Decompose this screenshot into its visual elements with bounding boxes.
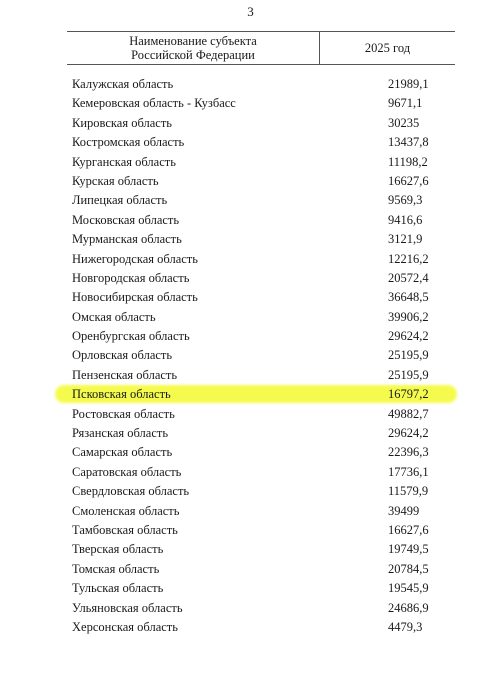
table-row <box>0 250 501 269</box>
region-name: Псковская область <box>72 387 171 402</box>
table-row <box>0 75 501 94</box>
region-name: Тамбовская область <box>72 522 178 537</box>
table-row <box>0 482 501 501</box>
region-name: Кемеровская область - Кузбасс <box>72 96 236 111</box>
region-name: Новосибирская область <box>72 290 198 305</box>
table-row <box>0 327 501 346</box>
region-value: 19749,5 <box>388 542 429 557</box>
region-name: Новгородская область <box>72 270 190 285</box>
region-name: Ульяновская область <box>72 600 183 615</box>
table-row <box>0 172 501 191</box>
region-name: Нижегородская область <box>72 251 198 266</box>
table-row <box>0 366 501 385</box>
region-name: Калужская область <box>72 77 174 91</box>
region-name: Рязанская область <box>72 426 169 441</box>
region-value: 17736,1 <box>388 464 429 479</box>
region-value: 13437,8 <box>388 135 429 150</box>
table-row <box>0 405 501 424</box>
region-name: Тульская область <box>72 581 164 596</box>
region-name: Оренбургская область <box>72 329 190 344</box>
region-name: Липецкая область <box>72 193 168 208</box>
region-value: 16797,2 <box>388 387 429 402</box>
region-value: 16627,6 <box>388 522 429 537</box>
table-row <box>0 502 501 521</box>
table-row <box>0 599 501 618</box>
page-number: 3 <box>247 4 254 19</box>
table-row <box>0 269 501 288</box>
table-row <box>0 463 501 482</box>
table-row <box>0 424 501 443</box>
region-value: 11198,2 <box>388 154 428 169</box>
year-column-header: 2025 год <box>364 41 411 55</box>
region-name: Саратовская область <box>72 464 182 479</box>
region-value: 16627,6 <box>388 173 429 188</box>
region-column-header <box>67 34 319 62</box>
region-value: 11579,9 <box>388 484 429 499</box>
table-row <box>0 153 501 172</box>
region-value: 36648,5 <box>388 290 429 305</box>
table-row <box>0 114 501 133</box>
region-value: 3121,9 <box>388 232 423 247</box>
table-body <box>0 75 501 637</box>
region-value: 39499 <box>388 503 420 518</box>
table-row <box>0 618 501 637</box>
region-header-line-1: Наименование субъекта <box>129 34 257 48</box>
table-header <box>67 31 455 65</box>
table-row <box>0 443 501 462</box>
region-name: Костромская область <box>72 135 185 150</box>
region-name: Московская область <box>72 212 180 227</box>
region-value: 19545,9 <box>388 581 429 596</box>
region-name: Кировская область <box>72 115 173 130</box>
region-name: Омская область <box>72 309 156 324</box>
table-row <box>0 540 501 559</box>
region-header-line-2: Российской Федерации <box>131 48 255 62</box>
region-name: Курганская область <box>72 154 176 169</box>
region-name: Орловская область <box>72 348 173 363</box>
region-value: 29624,2 <box>388 426 429 441</box>
region-name: Тверская область <box>72 542 164 557</box>
table-row <box>0 560 501 579</box>
region-value: 9569,3 <box>388 193 423 208</box>
table-row <box>0 288 501 307</box>
table-row <box>0 385 501 404</box>
region-value: 21989,1 <box>388 77 429 91</box>
region-name: Свердловская область <box>72 484 190 499</box>
table-row <box>0 579 501 598</box>
region-name: Мурманская область <box>72 232 182 247</box>
table-row <box>0 230 501 249</box>
region-value: 29624,2 <box>388 329 429 344</box>
table-row <box>0 308 501 327</box>
region-name: Смоленская область <box>72 503 180 518</box>
table-row <box>0 94 501 113</box>
region-name: Курская область <box>72 173 159 188</box>
region-value: 39906,2 <box>388 309 429 324</box>
table-row <box>0 133 501 152</box>
region-name: Самарская область <box>72 445 173 460</box>
region-name: Ростовская область <box>72 406 175 421</box>
region-value: 30235 <box>388 115 420 130</box>
region-value: 9671,1 <box>388 96 423 111</box>
region-value: 4479,3 <box>388 619 423 634</box>
table-row <box>0 191 501 210</box>
region-name: Пензенская область <box>72 367 178 382</box>
region-value: 24686,9 <box>388 600 429 615</box>
table-row <box>0 211 501 230</box>
region-value: 25195,9 <box>388 367 429 382</box>
region-value: 20572,4 <box>388 270 429 285</box>
region-value: 22396,3 <box>388 445 429 460</box>
region-name: Херсонская область <box>72 619 178 634</box>
region-value: 49882,7 <box>388 406 429 421</box>
region-value: 25195,9 <box>388 348 429 363</box>
region-value: 9416,6 <box>388 212 423 227</box>
table-row <box>0 346 501 365</box>
region-value: 20784,5 <box>388 561 429 576</box>
table-row <box>0 521 501 540</box>
region-value: 12216,2 <box>388 251 429 266</box>
region-name: Томская область <box>72 561 160 576</box>
